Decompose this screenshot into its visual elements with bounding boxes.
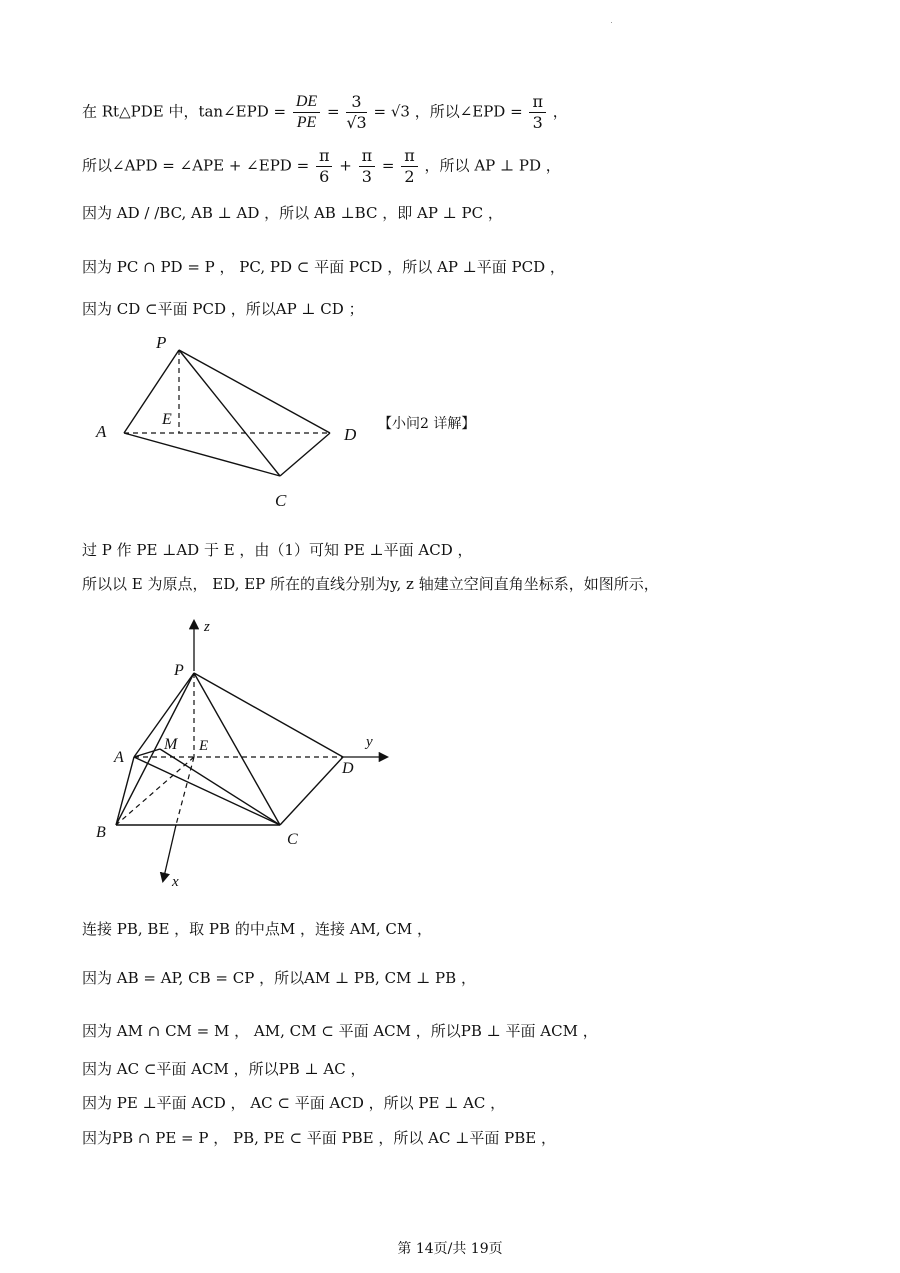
- line-2: [82, 146, 561, 187]
- edge-pd: [194, 673, 343, 757]
- fraction-de-pe: [293, 92, 320, 133]
- line-3: 因为 AD / /BC, AB ⊥ AD ，所以 AB ⊥BC ，即 AP ⊥ PC ，: [82, 204, 503, 222]
- line-4: 因为 PC ∩ PD = P ， PC, PD ⊂ 平面 PCD ，所以 AP ⊥平面 PCD ，: [82, 258, 565, 276]
- x-axis: [163, 825, 176, 881]
- line-6: 过 P 作 PE ⊥AD 于 E ，由（1）可知 PE ⊥平面 ACD ，: [82, 541, 473, 559]
- fraction-denominator: PE: [296, 114, 317, 131]
- fraction-denominator: 3: [361, 167, 372, 186]
- equals-sign: =: [326, 102, 340, 121]
- line-1-suffix: ，: [552, 102, 568, 121]
- page-footer: 第 14页/共 19页: [397, 1241, 503, 1257]
- label-a: A: [114, 749, 124, 766]
- line-9: 因为 AB = AP, CB = CP ，所以AM ⊥ PB, CM ⊥ PB ，: [82, 969, 476, 987]
- label-x: x: [172, 874, 179, 890]
- line-2-suffix: ，所以 AP ⊥ PD ，: [424, 156, 561, 175]
- fraction-numerator: DE: [293, 92, 320, 113]
- line-1-middle: = √3 ，所以∠EPD =: [373, 102, 523, 121]
- label-c: C: [275, 491, 287, 510]
- fraction-denominator: 3: [532, 113, 543, 132]
- segment-cm: [160, 749, 280, 825]
- label-d: D: [342, 760, 354, 777]
- edge-pd: [179, 350, 330, 433]
- fraction-denominator: √3: [346, 113, 367, 132]
- line-1-prefix: 在 Rt△PDE 中，tan∠EPD =: [82, 102, 287, 121]
- fraction-numerator: π: [401, 146, 418, 167]
- fraction-numerator: π: [359, 146, 376, 167]
- fraction-denominator: 6: [319, 167, 330, 186]
- fraction-pi-2: [401, 146, 418, 187]
- figure-2-coordinate-system: [90, 615, 400, 890]
- line-10: 因为 AM ∩ CM = M ， AM, CM ⊂ 平面 ACM ，所以PB ⊥ 平面 ACM ，: [82, 1022, 598, 1040]
- edge-cd: [280, 757, 343, 825]
- figure-1-pyramid: [90, 330, 370, 515]
- section-label: 【小问2 详解】: [378, 416, 476, 432]
- edge-cd: [280, 433, 330, 476]
- line-8: 连接 PB, BE ，取 PB 的中点M ，连接 AM, CM ，: [82, 920, 433, 938]
- segment-am: [134, 749, 160, 757]
- fraction-pi-6: [316, 146, 333, 187]
- fraction-pi-3b: [359, 146, 376, 187]
- label-p: P: [156, 333, 167, 352]
- edge-ac: [134, 757, 280, 825]
- fraction-numerator: 3: [346, 92, 366, 113]
- equals-sign: =: [381, 156, 395, 175]
- fraction-3-sqrt3: [346, 92, 366, 133]
- line-12: 因为 PE ⊥平面 ACD ， AC ⊂ 平面 ACD ，所以 PE ⊥ AC ，: [82, 1094, 506, 1112]
- line-2-prefix: 所以∠APD = ∠APE + ∠EPD =: [82, 156, 310, 175]
- fraction-numerator: π: [529, 92, 546, 113]
- label-a: A: [96, 422, 107, 441]
- line-1: [82, 92, 568, 133]
- plus-sign: +: [339, 156, 352, 175]
- fraction-numerator: π: [316, 146, 333, 167]
- fraction-pi-3: [529, 92, 546, 133]
- fraction-denominator: 2: [404, 167, 415, 186]
- label-z: z: [204, 619, 210, 635]
- line-13: 因为PB ∩ PE = P ， PB, PE ⊂ 平面 PBE ，所以 AC ⊥平面 PBE ，: [82, 1129, 556, 1147]
- label-b: B: [96, 824, 106, 841]
- label-e: E: [162, 411, 172, 428]
- edge-ab: [116, 757, 134, 825]
- label-e: E: [199, 738, 209, 754]
- edge-ac: [124, 433, 280, 476]
- line-11: 因为 AC ⊂平面 ACM ，所以PB ⊥ AC ，: [82, 1060, 366, 1078]
- line-5: 因为 CD ⊂平面 PCD ，所以AP ⊥ CD ；: [82, 300, 364, 318]
- label-c: C: [287, 831, 298, 848]
- label-m: M: [164, 736, 178, 753]
- label-p: P: [174, 662, 184, 679]
- edge-pc: [179, 350, 280, 476]
- label-y: y: [366, 734, 373, 750]
- scan-dot: [611, 22, 612, 23]
- line-7: 所以以 E 为原点， ED, EP 所在的直线分别为y, z 轴建立空间直角坐标系，如图所示，: [82, 575, 659, 593]
- label-d: D: [344, 425, 357, 444]
- dashed-x-axis: [176, 757, 194, 825]
